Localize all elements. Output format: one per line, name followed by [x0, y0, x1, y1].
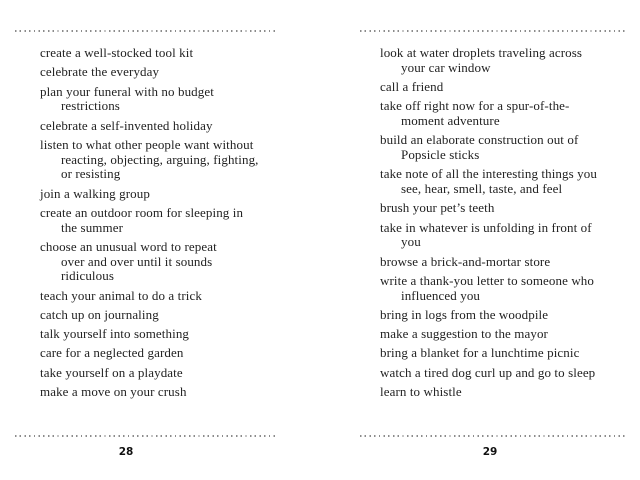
list-item [40, 346, 259, 361]
list-item [380, 133, 597, 162]
right-top-dotted-rule [360, 30, 625, 32]
list-item-line: brush your pet’s teeth [380, 200, 495, 216]
list-item [40, 327, 259, 342]
list-item-line: or resisting [61, 166, 121, 182]
list-item [380, 385, 597, 400]
list-item-line: take in whatever is unfolding in front of [380, 219, 592, 235]
list-item-line: take yourself on a playdate [40, 364, 183, 380]
list-item-line: talk yourself into something [40, 326, 190, 342]
list-item [380, 308, 597, 323]
list-item-line: bring in logs from the woodpile [380, 306, 549, 322]
list-item-line: see, hear, smell, taste, and feel [401, 181, 563, 196]
list-item-line: call a friend [380, 79, 444, 94]
page-right [320, 0, 640, 480]
list-item-line: reacting, objecting, arguing, fighting, [61, 151, 259, 167]
list-item-line: teach your animal to do a trick [40, 287, 202, 303]
list-item-line: choose an unusual word to repeat [40, 238, 217, 254]
list-item [40, 289, 259, 304]
list-item-line: take off right now for a spur-of-the- [380, 98, 570, 114]
list-item-line: create a well-stocked tool kit [40, 45, 194, 60]
list-item [40, 138, 259, 182]
list-item [380, 366, 597, 381]
list-item-line: celebrate a self-invented holiday [40, 117, 213, 133]
left-page-number: 28 [118, 446, 134, 458]
list-item [40, 385, 259, 400]
list-item [40, 65, 259, 80]
list-item [40, 46, 259, 61]
list-item [40, 240, 259, 284]
list-item-line: watch a tired dog curl up and go to sleep [380, 364, 596, 380]
list-item [40, 366, 259, 381]
list-item [380, 327, 597, 342]
list-item-line: plan your funeral with no budget [40, 83, 214, 99]
list-item [40, 119, 259, 134]
list-item [40, 206, 259, 235]
list-item-line: restrictions [61, 98, 120, 114]
list-item-line: Popsicle sticks [401, 147, 480, 162]
list-item-line: listen to what other people want without [40, 136, 254, 152]
list-item-line: over and over until it sounds [61, 253, 213, 269]
left-page-list [40, 46, 259, 404]
list-item [380, 221, 597, 250]
list-item-line: learn to whistle [380, 384, 462, 400]
list-item [380, 346, 597, 361]
list-item-line: build an elaborate construction out of [380, 132, 579, 148]
list-item-line: the summer [61, 219, 124, 235]
list-item-line: create an outdoor room for sleeping in [40, 204, 244, 220]
list-item-line: bring a blanket for a lunchtime picnic [380, 345, 580, 361]
list-item-line: moment adventure [401, 113, 500, 128]
list-item-line: celebrate the everyday [40, 64, 160, 80]
list-item-line: make a suggestion to the mayor [380, 326, 548, 342]
list-item [380, 255, 597, 270]
list-item-line: browse a brick-and-mortar store [380, 253, 551, 269]
right-page-number: 29 [482, 446, 498, 458]
list-item-line: care for a neglected garden [40, 345, 184, 361]
right-bottom-dotted-rule [360, 435, 625, 437]
list-item-line: look at water droplets traveling across [380, 45, 583, 60]
list-item-line: make a move on your crush [40, 384, 187, 400]
list-item-line: your car window [401, 59, 491, 75]
list-item-line: write a thank-you letter to someone who [380, 272, 595, 288]
list-item [40, 187, 259, 202]
list-item-line: influenced you [401, 287, 481, 303]
list-item-line: take note of all the interesting things you [380, 166, 597, 182]
list-item-line: catch up on journaling [40, 306, 159, 322]
list-item [380, 99, 597, 128]
list-item-line: ridiculous [61, 268, 114, 284]
list-item [380, 46, 597, 75]
list-item [380, 201, 597, 216]
list-item [380, 167, 597, 196]
left-bottom-dotted-rule [15, 435, 278, 437]
right-page-list [380, 46, 597, 404]
list-item [40, 85, 259, 114]
left-top-dotted-rule [15, 30, 278, 32]
list-item-line: join a walking group [40, 185, 150, 201]
list-item [380, 274, 597, 303]
list-item [40, 308, 259, 323]
list-item [380, 80, 597, 95]
list-item-line: you [401, 234, 421, 250]
